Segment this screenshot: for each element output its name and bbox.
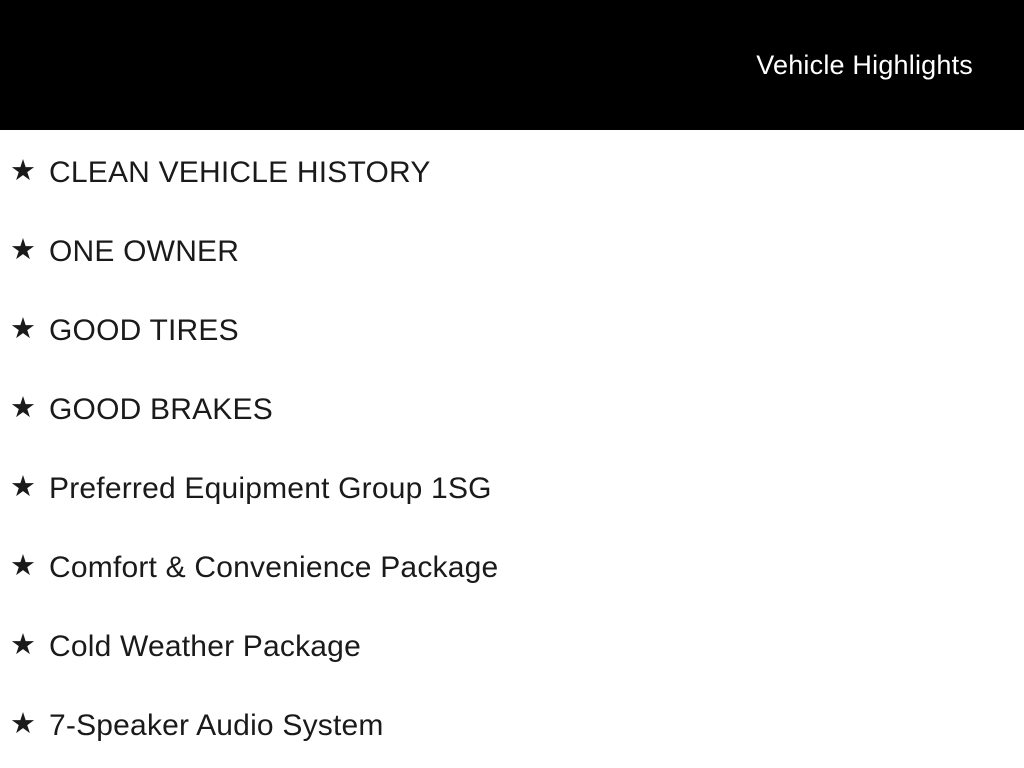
list-item-label: GOOD BRAKES xyxy=(49,392,273,426)
list-item xyxy=(10,370,1024,449)
star-icon: ★ xyxy=(10,471,36,503)
list-item xyxy=(10,607,1024,686)
star-icon: ★ xyxy=(10,313,36,345)
list-item xyxy=(10,449,1024,528)
list-item xyxy=(10,133,1024,212)
list-item-label: ONE OWNER xyxy=(49,234,240,268)
list-item-label: 7-Speaker Audio System xyxy=(49,708,384,742)
star-icon: ★ xyxy=(10,234,36,266)
list-item xyxy=(10,686,1024,765)
star-icon: ★ xyxy=(10,392,36,424)
star-icon: ★ xyxy=(10,629,36,661)
header-bar xyxy=(0,0,1024,130)
star-icon: ★ xyxy=(10,550,36,582)
list-item-label: CLEAN VEHICLE HISTORY xyxy=(49,155,431,189)
list-item-label: Comfort & Convenience Package xyxy=(49,550,499,584)
highlights-list xyxy=(0,130,1024,765)
star-icon: ★ xyxy=(10,155,36,187)
star-icon: ★ xyxy=(10,708,36,740)
list-item xyxy=(10,528,1024,607)
list-item-label: Preferred Equipment Group 1SG xyxy=(49,471,492,505)
list-item-label: Cold Weather Package xyxy=(49,629,361,663)
list-item xyxy=(10,212,1024,291)
list-item-label: GOOD TIRES xyxy=(49,313,239,347)
list-item xyxy=(10,291,1024,370)
page-title: Vehicle Highlights xyxy=(756,49,973,80)
